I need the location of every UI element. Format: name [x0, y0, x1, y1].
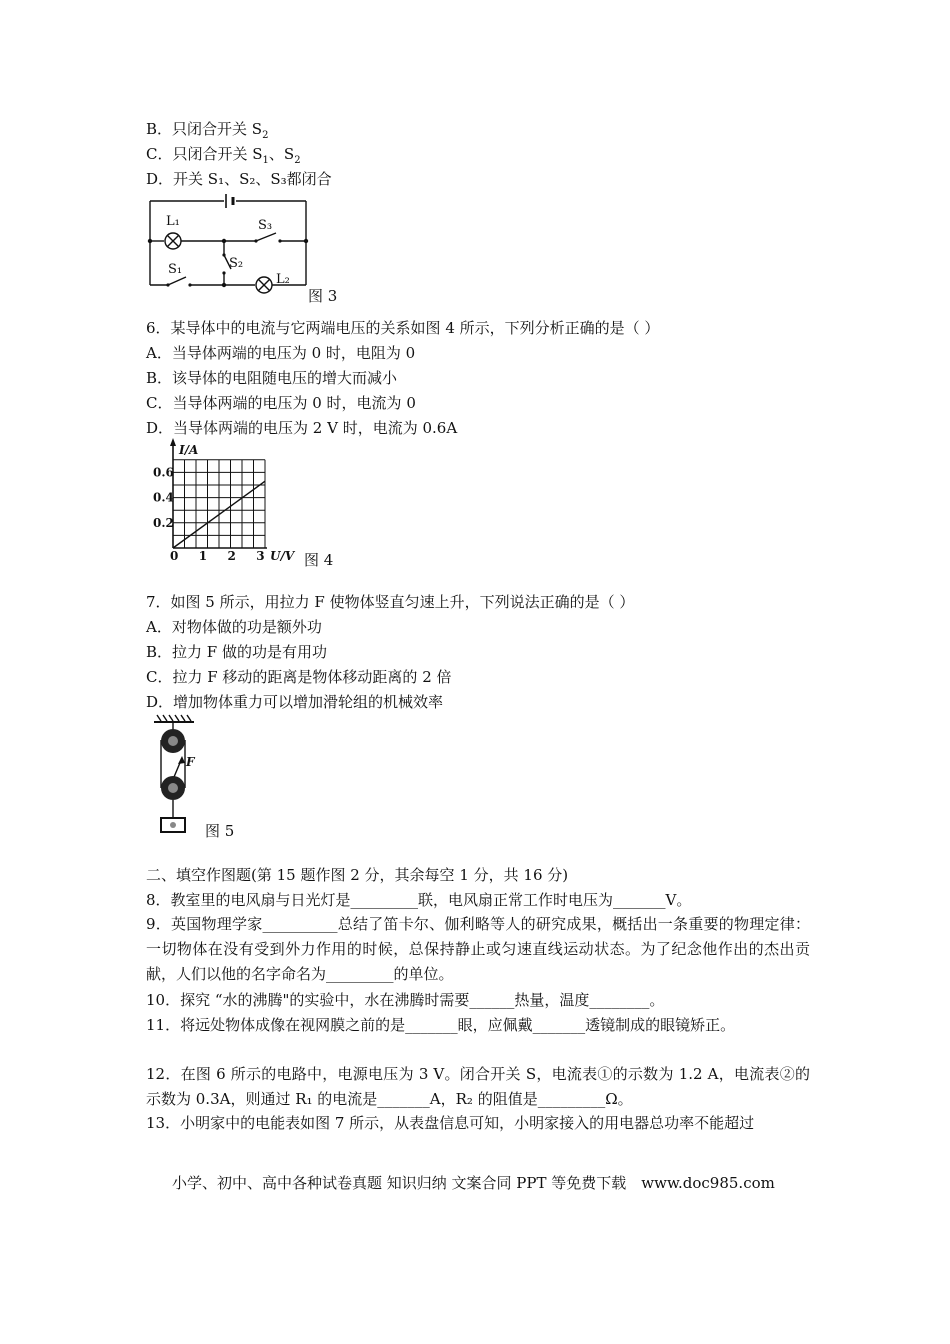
y-tick-label: 0.4: [153, 490, 174, 505]
q13: 13．小明家中的电能表如图 7 所示，从表盘信息可知，小明家接入的用电器总功率不能超过: [146, 1114, 755, 1132]
fig3-circuit: [140, 193, 320, 303]
y-tick-label: 0.2: [153, 515, 174, 530]
fig5-pulley: [148, 714, 208, 838]
x-tick-label: 0: [170, 549, 179, 563]
q7-stem: 7．如图 5 所示，用拉力 F 使物体竖直匀速上升，下列说法正确的是（ ）: [146, 593, 635, 611]
q5-option-d: D．开关 S₁、S₂、S₃都闭合: [146, 170, 332, 188]
q7-option-c: C．拉力 F 移动的距离是物体移动距离的 2 倍: [146, 668, 452, 686]
label-s1: S₁: [168, 262, 183, 277]
q11: 11．将远处物体成像在视网膜之前的是_______眼，应佩戴_______透镜制成的眼镜矫正。: [146, 1016, 736, 1034]
q6-stem: 6．某导体中的电流与它两端电压的关系如图 4 所示，下列分析正确的是（ ）: [146, 319, 660, 337]
q6-option-a: A．当导体两端的电压为 0 时，电阻为 0: [146, 344, 416, 362]
fig3-caption: 图 3: [308, 287, 338, 305]
q6-option-b: B．该导体的电阻随电压的增大而减小: [146, 369, 398, 387]
section2-heading: 二、填空作图题(第 15 题作图 2 分，其余每空 1 分，共 16 分): [146, 866, 569, 884]
q8: 8．教室里的电风扇与日光灯是_________联，电风扇正常工作时电压为_______V。: [146, 891, 692, 909]
label-l2: L₂: [276, 272, 290, 287]
arrow-icon: [178, 756, 185, 764]
y-tick-label: 0.6: [153, 465, 174, 480]
label-s3: S₃: [258, 218, 273, 233]
q5-option-c: C．只闭合开关 $S_1$、$S_2$: [146, 145, 301, 166]
weight-block-icon: [170, 822, 176, 828]
x-tick-label: 3: [256, 549, 265, 563]
q7-option-d: D．增加物体重力可以增加滑轮组的机械效率: [146, 693, 444, 711]
label-s2: S₂: [229, 256, 244, 271]
q6-option-c: C．当导体两端的电压为 0 时，电流为 0: [146, 394, 416, 412]
x-axis-label: U/V: [270, 549, 295, 563]
q6-option-d: D．当导体两端的电压为 2 V 时，电流为 0.6A: [146, 419, 458, 437]
chart-grid: [173, 460, 265, 548]
force-label: F: [186, 755, 195, 769]
x-tick-label: 1: [198, 549, 208, 563]
fig4-chart: [145, 436, 305, 566]
y-axis-label: I/A: [179, 443, 199, 457]
fig5-caption: 图 5: [205, 822, 235, 840]
q7-option-b: B．拉力 F 做的功是有用功: [146, 643, 327, 661]
page-footer: 小学、初中、高中各种试卷真题 知识归纳 文案合同 PPT 等免费下载 www.doc985.com: [172, 1174, 775, 1192]
y-axis-arrow: [170, 438, 176, 446]
x-tick-label: 2: [227, 549, 236, 563]
q5-option-b: B．只闭合开关 $S_2$: [146, 120, 269, 141]
q12: 12．在图 6 所示的电路中，电源电压为 3 V。闭合开关 S，电流表①的示数为 1.2 A，电流表②的示数为 0.3A，则通过 R₁ 的电流是_______A，R₂ 的阻值是_________Ω。: [146, 1065, 810, 1108]
q7-option-a: A．对物体做的功是额外功: [146, 618, 322, 636]
label-l1: L₁: [166, 214, 180, 229]
q9: 9．英国物理学家__________总结了笛卡尔、伽利略等人的研究成果，概括出一条重要的物理定律：一切物体在没有受到外力作用的时候，总保持静止或匀速直线运动状态。为了纪念他作出的杰出贡献，人们以他的名字命名为_________的单位。: [146, 915, 810, 983]
fig4-caption: 图 4: [304, 551, 334, 569]
q10: 10．探究 “水的沸腾"的实验中，水在沸腾时需要______热量，温度________。: [146, 991, 665, 1009]
